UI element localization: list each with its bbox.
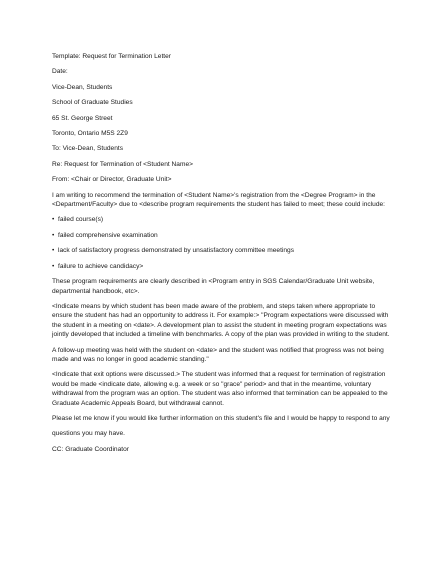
list-item (52, 246, 397, 255)
to-line: To: Vice-Dean, Students (52, 145, 123, 153)
closing-paragraph: Please let me know if you would like further information on this student's file and I would be happy to respond to any (52, 414, 390, 422)
bullet-text: failed comprehensive examination (58, 231, 158, 239)
list-item (52, 262, 397, 271)
followup-paragraph: A follow-up meeting was held with the student on <date> and the student was notified that progress was not being made and was no longer in good academic standing." (52, 346, 384, 363)
re-line: Re: Request for Termination of <Student Name> (52, 160, 193, 168)
from-line: From: <Chair or Director, Graduate Unit> (52, 176, 172, 184)
bullet-icon: • (52, 231, 55, 239)
letter-body (52, 52, 397, 460)
exit-options-paragraph: <Indicate that exit options were discussed.> The student was informed that a request for termination of registration would be made <indicate date, allowing e.g. a week or so "grace" period> and that in the meantime, voluntary withdrawal from the program was an option. The student was also informed that termination can be appealed to the Graduate Academic Appeals Board, but withdrawal cannot. (52, 371, 388, 407)
template-title: Template: Request for Termination Letter (52, 53, 171, 60)
date-line: Date: (52, 68, 68, 76)
bullet-text: failed course(s) (58, 216, 104, 224)
requirements-paragraph: These program requirements are clearly described in <Program entry in SGS Calendar/Graduate Unit website, departmental handbook, etc>. (52, 278, 375, 295)
cc-line: CC: Graduate Coordinator (52, 445, 129, 453)
bullet-icon: • (52, 216, 55, 224)
recipient-title: Vice-Dean, Students (52, 83, 113, 91)
list-item (52, 215, 397, 224)
bullet-icon: • (52, 247, 55, 255)
bullet-text: lack of satisfactory progress demonstrated by unsatisfactory committee meetings (58, 247, 295, 255)
recipient-street: 65 St. George Street (52, 114, 113, 122)
intro-paragraph: I am writing to recommend the termination of <Student Name>'s registration from the <Degree Program> in the <Department/Faculty> due to <describe program requirements the student has failed to meet; these could include: (52, 191, 385, 209)
recipient-school: School of Graduate Studies (52, 99, 133, 107)
bullet-text: failure to achieve candidacy> (58, 262, 144, 270)
bullet-icon: • (52, 262, 55, 270)
means-paragraph: <Indicate means by which student has been made aware of the problem, and steps taken where appropriate to ensure the student has had an opportunity to address it. For example:> "Program expectations were discussed with the student in a meeting on <date>. A development plan to assist the student in meeting program expectations was jointly developed that included a timeline with benchmarks. A copy of the plan was provided in writing to the student. (52, 302, 390, 339)
recipient-city: Toronto, Ontario M5S 2Z9 (52, 130, 128, 138)
list-item (52, 231, 397, 240)
closing-continuation: questions you may have. (52, 430, 125, 438)
